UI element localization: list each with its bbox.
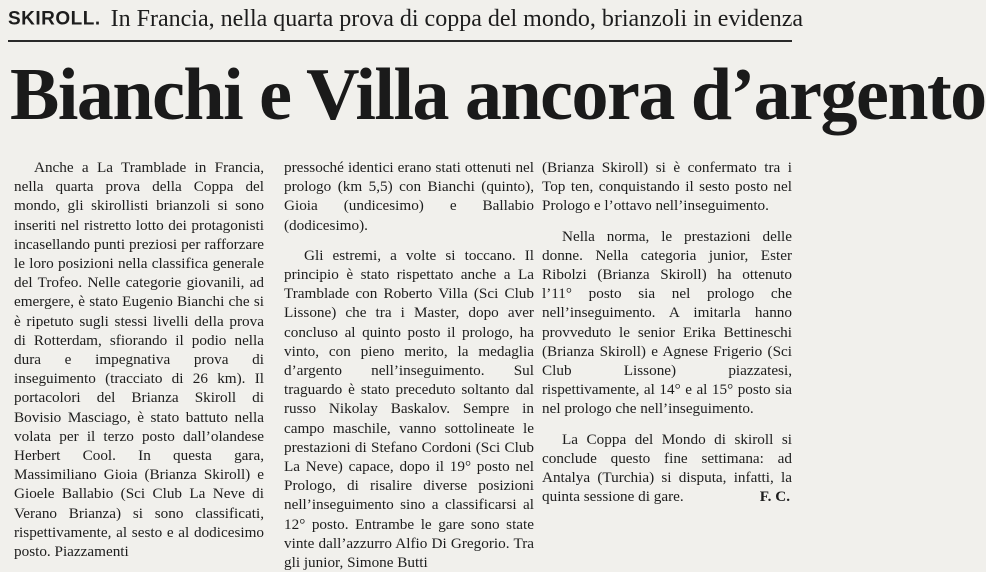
section-label: SKIROLL.: [8, 8, 101, 30]
paragraph: La Coppa del Mondo di skiroll si conclude questo fine settimana: ad Antalya (Turchia) si disputa, infatti, la quinta sessione di gare.: [542, 430, 792, 506]
author-signature: F. C.: [759, 488, 790, 506]
paragraph: pressoché identici erano stati ottenuti nel prologo (km 5,5) con Bianchi (quinto), Gioia (undicesimo) e Ballabio (dodicesimo).: [284, 159, 534, 234]
headline: Bianchi e Villa ancora d’argento: [10, 54, 986, 136]
subheadline: In Francia, nella quarta prova di coppa del mondo, brianzoli in evidenza: [110, 6, 804, 32]
column-3: [542, 158, 792, 507]
paragraph: Anche a La Tramblade in Francia, nella quarta prova della Coppa del mondo, gli skirollisti brianzoli si sono inseriti nel ristretto lotto dei protagonisti incasellando punti preziosi per rafforzare le loro posizioni nella classifica generale del Trofeo. Nelle categorie giovanili, ad emergere, è stato Eugenio Bianchi che si è ripetuto sugli stessi livelli della prova di Rotterdam, sfiorando il podio nella dura e impegnativa prova di inseguimento (tracciato di 26 km). Il portacolori del Brianza Skiroll di Bovisio Masciago, è stato battuto nella volata per il terzo posto dall’olandese Herbert Cool. In questa gara, Massimiliano Gioia (Brianza Skiroll) e Gioele Ballabio (Sci Club La Neve di Verano Brianza) si sono classificati, rispettivamente, al sesto e al dodicesimo posto. Piazzamenti: [14, 159, 264, 561]
column-1: [14, 158, 264, 561]
paragraph: Nella norma, le prestazioni delle donne. Nella categoria junior, Ester Ribolzi (Brianza Skiroll) ha ottenuto l’11° posto sia nel prologo che nell’inseguimento. A imitarla hanno provveduto le senior Erika Bettineschi (Brianza Skiroll) e Agnese Frigerio (Sci Club Lissone) piazzatesi, rispettivamente, al 14° e al 15° posto sia nel prologo che nell’inseguimento.: [542, 227, 792, 418]
article-body: [14, 158, 798, 572]
column-2: [284, 158, 534, 572]
kicker-line: [8, 6, 804, 42]
paragraph: Gli estremi, a volte si toccano. Il principio è stato rispettato anche a La Tramblade con Roberto Villa (Sci Club Lissone) che tra i Master, dopo aver concluso al quinto posto il prologo, ha vinto, con pieno merito, la medaglia d’argento nell’inseguimento. Sul traguardo è stato preceduto soltanto dal russo Nikolay Baskalov. Sempre in campo maschile, vanno sottolineate le prestazioni di Stefano Cordoni (Sci Club La Neve) capace, dopo il 19° posto nel Prologo, di risalire diverse posizioni nell’inseguimento sino a classificarsi al 12° posto. Entrambe le gare sono state vinte dall’azzurro Alfio Di Gregorio. Tra gli junior, Simone Butti: [284, 246, 534, 572]
paragraph: (Brianza Skiroll) si è confermato tra i Top ten, conquistando il sesto posto nel Prologo e l’ottavo nell’inseguimento.: [542, 159, 792, 215]
